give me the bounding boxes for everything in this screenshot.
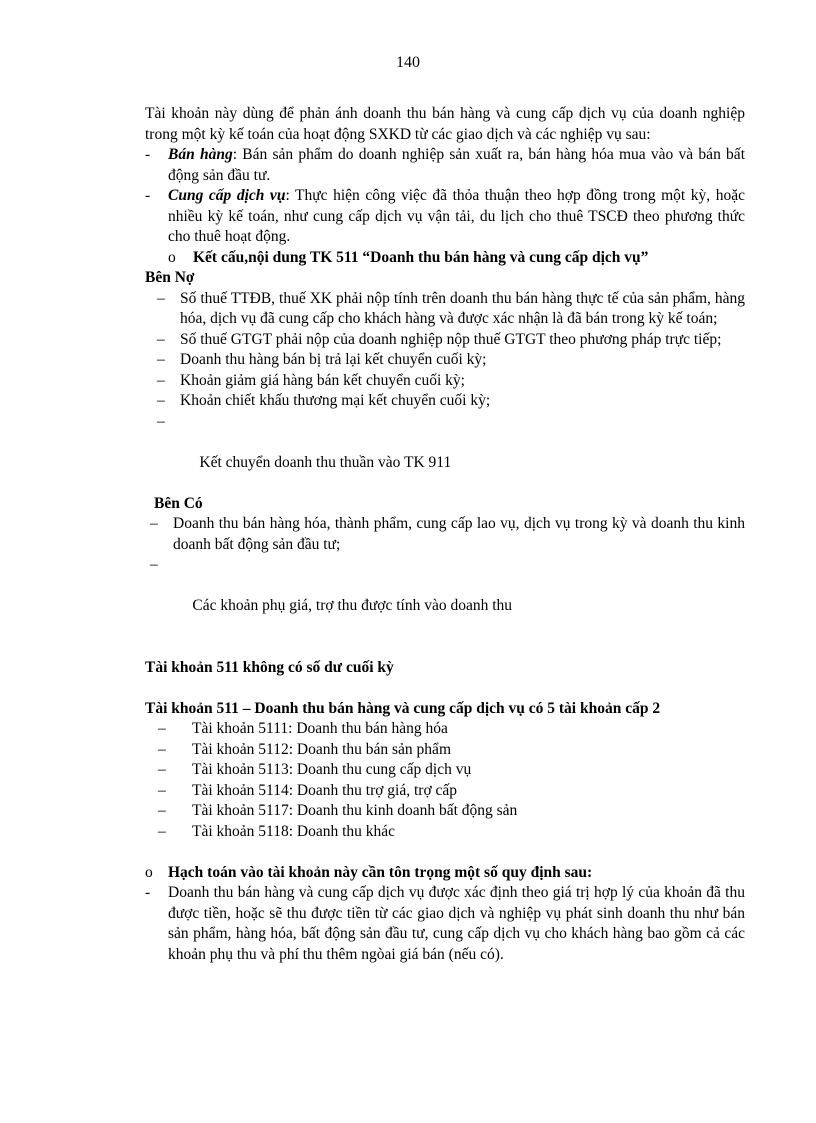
debit-item: [145, 412, 745, 494]
debit-item-text: Số thuế TTĐB, thuế XK phải nộp tính trên doanh thu bán hàng thực tế của sản phẩm, hàng hóa, dịch vụ đã cung cấp cho khách hàng và được xác nhận là đã bán trong kỳ kế toán;: [180, 289, 745, 327]
list-marker: –: [158, 822, 166, 840]
list-marker: –: [157, 351, 165, 368]
credit-item-text: Doanh thu bán hàng hóa, thành phẩm, cung cấp lao vụ, dịch vụ trong kỳ và doanh thu kinh doanh bất động sản đầu tư;: [173, 515, 745, 553]
sub-account-text: Tài khoản 5113: Doanh thu cung cấp dịch vụ: [192, 761, 472, 778]
debit-item-text: Kết chuyển doanh thu thuần vào TK 911: [195, 453, 452, 471]
list-marker: –: [150, 515, 158, 532]
sub-accounts-heading: Tài khoản 511 – Doanh thu bán hàng và cung cấp dịch vụ có 5 tài khoản cấp 2: [145, 699, 661, 717]
list-marker: –: [157, 392, 165, 409]
debit-item: [145, 350, 745, 371]
usage-item-sales: [145, 145, 745, 186]
debit-heading: Bên Nợ: [145, 269, 195, 286]
sub-account-text: Tài khoản 5118: Doanh thu khác: [192, 822, 396, 840]
rules-heading: [145, 863, 745, 884]
rules-item: [145, 883, 745, 965]
rules-item-text: Doanh thu bán hàng và cung cấp dịch vụ được xác định theo giá trị hợp lý của khoản đã thu được tiền, hoặc sẽ thu được tiền từ các giao dịch và nghiệp vụ phát sinh doanh thu như bán sản phẩm, hàng hóa, bất động sản đầu tư, cung cấp dịch vụ cho khách hàng bao gồm cả các khoản phụ thu và phí thu thêm ngòai giá bán (nếu có).: [168, 884, 745, 963]
list-marker: –: [158, 802, 166, 819]
circle-bullet-icon: o: [145, 863, 153, 881]
debit-item: [145, 289, 745, 330]
credit-heading: Bên Có: [154, 494, 203, 512]
sub-account-item: [145, 781, 745, 802]
sub-account-text: Tài khoản 5117: Doanh thu kinh doanh bất động sản: [192, 802, 518, 819]
no-balance-note: Tài khoản 511 không có số dư cuối kỳ: [145, 658, 394, 676]
sub-account-text: Tài khoản 5112: Doanh thu bán sản phẩm: [192, 740, 451, 758]
debit-item: [145, 371, 745, 392]
usage-text-sales: : Bán sản phẩm do doanh nghiệp sản xuất ra, bán hàng hóa mua vào và bán bất động sản đầu tư.: [168, 146, 745, 184]
structure-heading: [145, 248, 745, 269]
usage-text-service: : Thực hiện công việc đã thỏa thuận theo hợp đồng trong một kỳ, hoặc nhiều kỳ kế toán, như cung cấp dịch vụ vận tải, du lịch cho thuê TSCĐ theo phương thức cho thuê hoạt động.: [168, 187, 745, 245]
rules-heading-text: Hạch toán vào tài khoản này cần tôn trọng một số quy định sau:: [168, 863, 593, 881]
list-marker: –: [158, 740, 166, 758]
term-sales: Bán hàng: [168, 146, 233, 163]
credit-item: [145, 514, 745, 555]
debit-item: [145, 330, 745, 351]
list-marker: –: [157, 289, 165, 307]
sub-account-item: [145, 760, 745, 781]
list-marker: –: [157, 330, 165, 348]
list-marker: –: [157, 371, 165, 389]
debit-item-text: Số thuế GTGT phải nộp của doanh nghiệp nộp thuế GTGT theo phương pháp trực tiếp;: [180, 330, 722, 348]
list-marker: –: [158, 781, 166, 799]
sub-account-item: [145, 719, 745, 740]
list-marker: -: [145, 187, 151, 204]
sub-account-item: [145, 801, 745, 822]
list-marker: –: [157, 412, 165, 430]
usage-item-service: [145, 186, 745, 248]
page-number: 140: [396, 54, 420, 71]
credit-item: [145, 555, 745, 637]
list-marker: –: [158, 761, 166, 778]
sub-account-text: Tài khoản 5114: Doanh thu trợ giá, trợ cấp: [192, 781, 458, 799]
circle-bullet-icon: o: [168, 248, 176, 266]
list-marker: –: [158, 720, 166, 737]
sub-account-text: Tài khoản 5111: Doanh thu bán hàng hóa: [192, 720, 448, 737]
debit-item-text: Khoản giảm giá hàng bán kết chuyển cuối kỳ;: [180, 371, 465, 389]
term-service: Cung cấp dịch vụ: [168, 187, 286, 204]
credit-item-text: Các khoản phụ giá, trợ thu được tính vào doanh thu: [188, 597, 513, 614]
debit-item: [145, 391, 745, 412]
sub-account-item: [145, 822, 745, 843]
intro-paragraph: Tài khoản này dùng để phản ánh doanh thu bán hàng và cung cấp dịch vụ của doanh nghiệp trong một kỳ kế toán của hoạt động SXKD từ các giao dịch và các nghiệp vụ sau:: [145, 105, 745, 143]
debit-item-text: Doanh thu hàng bán bị trả lại kết chuyển cuối kỳ;: [180, 351, 487, 368]
structure-heading-text: Kết cấu,nội dung TK 511 “Doanh thu bán hàng và cung cấp dịch vụ”: [193, 248, 649, 266]
debit-item-text: Khoản chiết khấu thương mại kết chuyển cuối kỳ;: [180, 392, 491, 409]
sub-account-item: [145, 740, 745, 761]
document-body: [145, 104, 745, 965]
list-marker: -: [145, 884, 151, 901]
list-marker: –: [150, 556, 158, 573]
list-marker: -: [145, 146, 151, 163]
